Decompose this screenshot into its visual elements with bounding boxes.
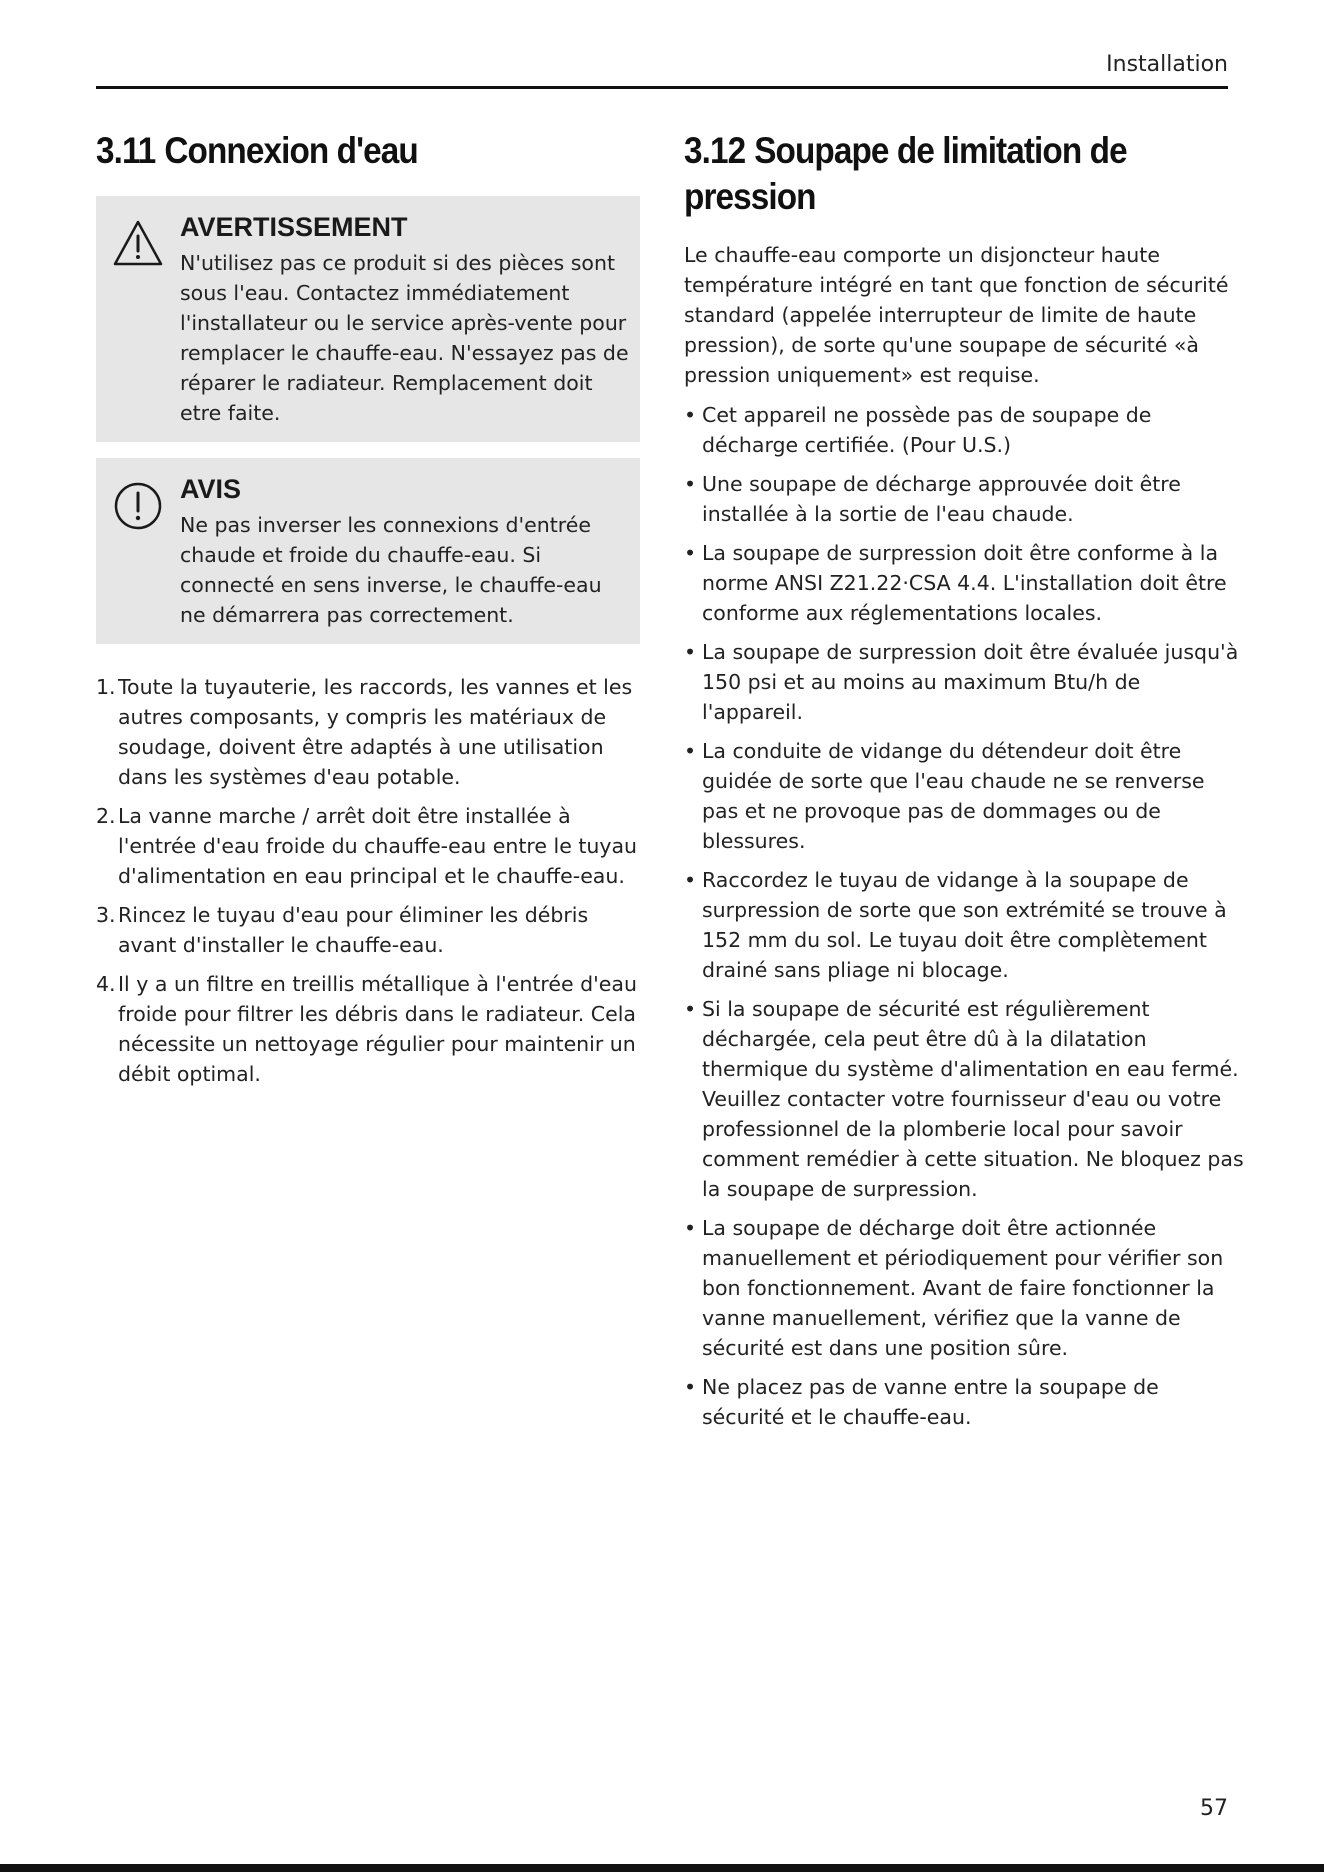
warning-box (96, 196, 640, 442)
list-item (96, 672, 640, 792)
list-item (96, 900, 640, 960)
step-text: Toute la tuyauterie, les raccords, les vannes et les autres composants, y compris les matériaux de soudage, doivent être adaptés à une utilisation dans les systèmes d'eau potable. (118, 675, 633, 789)
warning-title: AVERTISSEMENT (180, 212, 408, 242)
bullet-dot: • (684, 997, 697, 1021)
list-item (684, 469, 1244, 529)
notice-box (96, 458, 640, 644)
bullet-text: Une soupape de décharge approuvée doit être installée à la sortie de l'eau chaude. (702, 472, 1181, 526)
bullet-text: La soupape de surpression doit être évaluée jusqu'à 150 psi et au moins au maximum Btu/h de l'appareil. (702, 640, 1239, 724)
header-rule (96, 86, 1228, 89)
running-header: Installation (1106, 52, 1228, 77)
step-text: La vanne marche / arrêt doit être installée à l'entrée d'eau froide du chauffe-eau entre le tuyau d'alimentation en eau principal et le chauffe-eau. (118, 804, 638, 888)
bullet-text: Si la soupape de sécurité est régulièrement déchargée, cela peut être dû à la dilatation thermique du système d'alimentation en eau fermé. Veuillez contacter votre fournisseur d'eau ou votre professionnel de la plomberie local pour savoir comment remédier à cette situation. Ne bloquez pas la soupape de surpression. (702, 997, 1244, 1201)
bullet-text: Cet appareil ne possède pas de soupape de décharge certifiée. (Pour U.S.) (702, 403, 1152, 457)
bullet-text: La soupape de surpression doit être conforme à la norme ANSI Z21.22·CSA 4.4. L'installation doit être conforme aux réglementations locales. (702, 541, 1227, 625)
bullet-dot: • (684, 739, 697, 763)
list-item (684, 994, 1244, 1204)
list-item (684, 400, 1244, 460)
bullet-dot: • (684, 640, 697, 664)
bullet-dot: • (684, 868, 697, 892)
bullet-list (684, 400, 1244, 1432)
bullet-dot: • (684, 1375, 697, 1399)
list-item (684, 538, 1244, 628)
bullet-text: Ne placez pas de vanne entre la soupape de sécurité et le chauffe-eau. (702, 1375, 1159, 1429)
bullet-dot: • (684, 541, 697, 565)
step-text: Il y a un filtre en treillis métallique à l'entrée d'eau froide pour filtrer les débris dans le radiateur. Cela nécessite un nettoyage régulier pour maintenir un débit optimal. (118, 972, 637, 1086)
warning-triangle-icon (112, 218, 164, 270)
list-item (684, 1213, 1244, 1363)
bullet-dot: • (684, 403, 697, 427)
section-number: 3.11 (96, 130, 156, 171)
list-item (684, 865, 1244, 985)
section-title-text: Connexion d'eau (164, 130, 418, 171)
step-number: 3. (96, 903, 116, 927)
bottom-border (0, 1864, 1324, 1872)
list-item (96, 801, 640, 891)
section-title-text: Soupape de limitation de pression (684, 130, 1127, 217)
steps-list (96, 672, 640, 1089)
warning-text: N'utilisez pas ce produit si des pièces sont sous l'eau. Contactez immédiatement l'installateur ou le service après-vente pour remplacer le chauffe-eau. N'essayez pas de réparer le radiateur. Remplacement doit etre faite. (180, 251, 629, 425)
list-item (96, 969, 640, 1089)
bullet-text: Raccordez le tuyau de vidange à la soupape de surpression de sorte que son extrémité se trouve à 152 mm du sol. Le tuyau doit être complètement drainé sans pliage ni blocage. (702, 868, 1227, 982)
left-column (96, 128, 640, 1098)
page-number: 57 (1200, 1796, 1228, 1821)
section-title-3-12 (684, 128, 1244, 220)
intro-paragraph: Le chauffe-eau comporte un disjoncteur haute température intégré en tant que fonction de sécurité standard (appelée interrupteur de limite de haute pression), de sorte qu'une soupape de sécurité «à pression uniquement» est requise. (684, 243, 1229, 387)
section-title-3-11 (96, 128, 586, 174)
right-column (684, 128, 1244, 1441)
bullet-dot: • (684, 1216, 697, 1240)
list-item (684, 736, 1244, 856)
bullet-text: La soupape de décharge doit être actionnée manuellement et périodiquement pour vérifier son bon fonctionnement. Avant de faire fonctionner la vanne manuellement, vérifiez que la vanne de sécurité est dans une position sûre. (702, 1216, 1224, 1360)
step-text: Rincez le tuyau d'eau pour éliminer les débris avant d'installer le chauffe-eau. (118, 903, 589, 957)
bullet-dot: • (684, 472, 697, 496)
step-number: 1. (96, 675, 116, 699)
step-number: 4. (96, 972, 116, 996)
step-number: 2. (96, 804, 116, 828)
list-item (684, 1372, 1244, 1432)
list-item (684, 637, 1244, 727)
exclamation-circle-icon (112, 480, 164, 532)
bullet-text: La conduite de vidange du détendeur doit être guidée de sorte que l'eau chaude ne se renverse pas et ne provoque pas de dommages ou de blessures. (702, 739, 1205, 853)
notice-text: Ne pas inverser les connexions d'entrée chaude et froide du chauffe-eau. Si connecté en sens inverse, le chauffe-eau ne démarrera pas correctement. (180, 513, 602, 627)
notice-title: AVIS (180, 474, 242, 504)
section-number: 3.12 (684, 130, 746, 171)
